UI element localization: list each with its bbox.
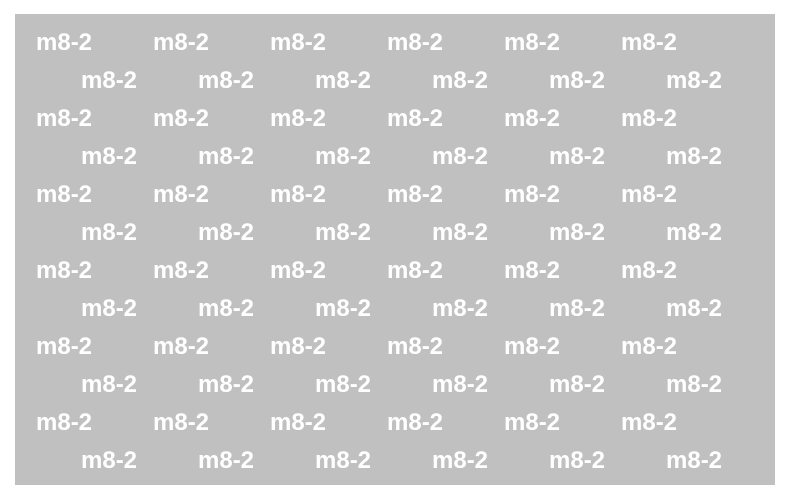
tile-label: m8-2 [153, 181, 210, 208]
tile-label: m8-2 [81, 371, 138, 398]
tile-label: m8-2 [432, 295, 489, 322]
tile-label: m8-2 [153, 257, 210, 284]
tile-label: m8-2 [81, 295, 138, 322]
label-row [36, 408, 738, 438]
tile-label: m8-2 [621, 105, 678, 132]
tile-label: m8-2 [504, 181, 561, 208]
tile-label: m8-2 [36, 29, 93, 56]
tile-label: m8-2 [621, 409, 678, 436]
tile-label: m8-2 [432, 67, 489, 94]
tile-label: m8-2 [504, 105, 561, 132]
tile-label: m8-2 [549, 295, 606, 322]
tile-label: m8-2 [153, 333, 210, 360]
tile-label: m8-2 [36, 105, 93, 132]
label-row [81, 218, 775, 248]
tile-label: m8-2 [198, 67, 255, 94]
label-row [36, 332, 738, 362]
tile-label: m8-2 [504, 257, 561, 284]
tile-label: m8-2 [153, 29, 210, 56]
tile-label: m8-2 [387, 181, 444, 208]
label-row [36, 256, 738, 286]
tile-label: m8-2 [198, 143, 255, 170]
tile-label: m8-2 [432, 371, 489, 398]
tile-label: m8-2 [387, 409, 444, 436]
tile-label: m8-2 [387, 105, 444, 132]
label-row [81, 66, 775, 96]
watermark-pattern-panel [15, 14, 775, 485]
label-row [36, 28, 738, 58]
tile-label: m8-2 [504, 409, 561, 436]
tile-label: m8-2 [666, 295, 723, 322]
tile-label: m8-2 [666, 67, 723, 94]
tile-label: m8-2 [270, 333, 327, 360]
tile-label: m8-2 [315, 143, 372, 170]
tile-label: m8-2 [153, 105, 210, 132]
tile-label: m8-2 [549, 371, 606, 398]
tile-label: m8-2 [270, 409, 327, 436]
tile-label: m8-2 [315, 67, 372, 94]
tile-label: m8-2 [432, 143, 489, 170]
tile-label: m8-2 [549, 143, 606, 170]
tile-label: m8-2 [36, 333, 93, 360]
tile-label: m8-2 [270, 257, 327, 284]
tile-label: m8-2 [666, 219, 723, 246]
tile-label: m8-2 [81, 67, 138, 94]
tile-label: m8-2 [387, 333, 444, 360]
tile-label: m8-2 [36, 257, 93, 284]
tile-label: m8-2 [549, 219, 606, 246]
tile-label: m8-2 [270, 29, 327, 56]
label-row [81, 446, 775, 476]
tile-label: m8-2 [36, 181, 93, 208]
tile-label: m8-2 [504, 29, 561, 56]
tile-label: m8-2 [621, 257, 678, 284]
tile-label: m8-2 [315, 295, 372, 322]
label-row [36, 104, 738, 134]
tile-label: m8-2 [432, 447, 489, 474]
tile-label: m8-2 [36, 409, 93, 436]
tile-label: m8-2 [315, 447, 372, 474]
tile-label: m8-2 [504, 333, 561, 360]
tile-label: m8-2 [81, 143, 138, 170]
tile-label: m8-2 [666, 371, 723, 398]
tile-label: m8-2 [198, 371, 255, 398]
tile-label: m8-2 [387, 29, 444, 56]
tile-label: m8-2 [270, 181, 327, 208]
tile-label: m8-2 [198, 295, 255, 322]
tile-label: m8-2 [81, 219, 138, 246]
tile-label: m8-2 [270, 105, 327, 132]
tile-label: m8-2 [432, 219, 489, 246]
tile-label: m8-2 [666, 143, 723, 170]
tile-label: m8-2 [153, 409, 210, 436]
tile-label: m8-2 [621, 333, 678, 360]
tile-label: m8-2 [549, 447, 606, 474]
tile-label: m8-2 [315, 371, 372, 398]
tile-label: m8-2 [549, 67, 606, 94]
tile-label: m8-2 [387, 257, 444, 284]
label-row [81, 294, 775, 324]
tile-label: m8-2 [621, 29, 678, 56]
label-row [36, 180, 738, 210]
tile-label: m8-2 [621, 181, 678, 208]
label-row [81, 142, 775, 172]
tile-label: m8-2 [198, 219, 255, 246]
tile-label: m8-2 [81, 447, 138, 474]
tile-label: m8-2 [198, 447, 255, 474]
label-row [81, 370, 775, 400]
tile-label: m8-2 [315, 219, 372, 246]
tile-label: m8-2 [666, 447, 723, 474]
